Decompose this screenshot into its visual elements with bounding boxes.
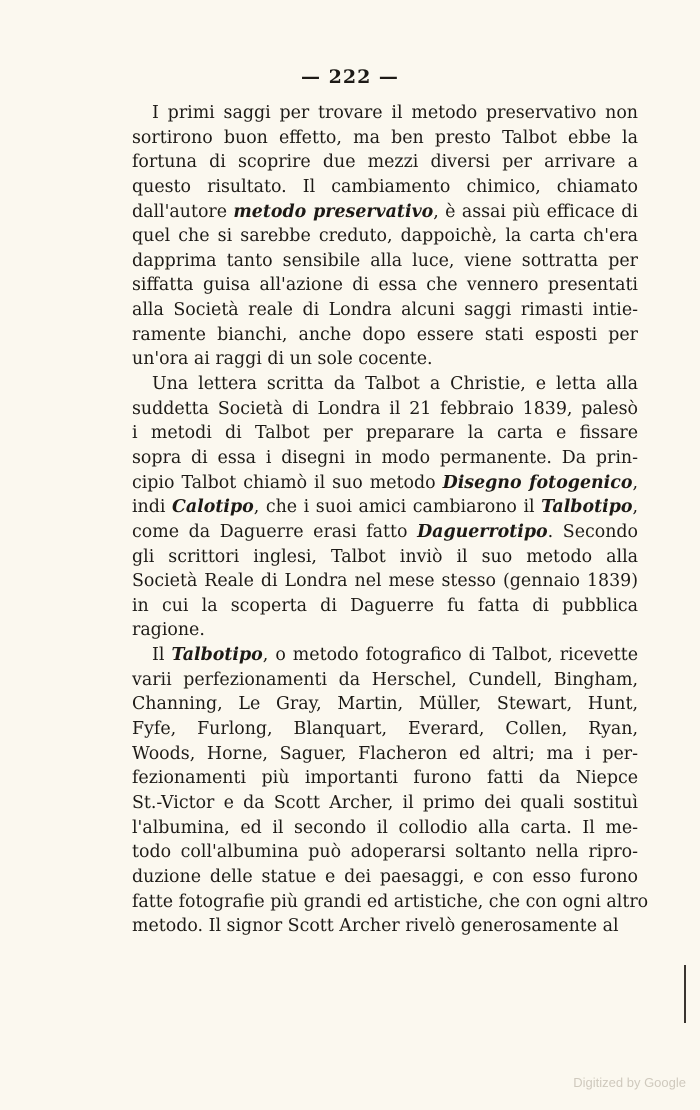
text-run: questo risultato. Il cambiamento chimico, chiamato (132, 176, 638, 197)
text-run: indi (132, 497, 173, 518)
text-run: fortuna di scoprire due mezzi diversi per arrivare a (132, 152, 638, 173)
paragraph (132, 101, 638, 372)
italic-term: metodo preservativo (233, 201, 434, 222)
text-line (132, 865, 638, 890)
text-run: alla Società reale di Londra alcuni saggi rimasti intie- (132, 300, 638, 321)
text-line (132, 520, 638, 545)
text-run: , o metodo fotografico di Talbot, ricevette (262, 645, 638, 666)
paragraph (132, 643, 649, 939)
text-line (132, 569, 638, 594)
text-line (132, 347, 638, 372)
page-number: — 222 — (301, 66, 399, 88)
text-line (132, 890, 649, 915)
text-run: suddetta Società di Londra il 21 febbraio 1839, palesò (132, 398, 638, 419)
text-line (132, 273, 638, 298)
text-line (132, 495, 638, 520)
text-line (132, 150, 638, 175)
text-run: Società Reale di Londra nel mese stesso (gennaio 1839) (132, 571, 638, 592)
text-run: sortirono buon effetto, ma ben presto Talbot ebbe la (132, 127, 638, 148)
text-line (132, 249, 638, 274)
text-run: metodo. Il signor Scott Archer rivelò generosamente al (132, 916, 619, 937)
text-line (132, 717, 638, 742)
text-line (132, 914, 638, 939)
text-run: un'ora ai raggi di un sole cocente. (132, 349, 433, 370)
text-run: duzione delle statue e dei paesaggi, e con esso furono (132, 866, 638, 887)
text-line (132, 692, 638, 717)
text-line (132, 397, 638, 422)
text-line (132, 471, 638, 496)
body-text (132, 101, 649, 939)
text-line (132, 175, 638, 200)
text-run: , (632, 472, 638, 493)
text-line (132, 766, 638, 791)
text-run: Fyfe, Furlong, Blanquart, Everard, Collen, Ryan, (132, 719, 638, 740)
text-run: quel che si sarebbe creduto, dappoichè, la carta ch'era (132, 226, 638, 247)
text-run: , che i suoi amici cambiarono il (253, 497, 542, 518)
margin-mark (684, 965, 686, 1023)
text-line (132, 594, 638, 619)
text-line (132, 545, 638, 570)
text-run: fezionamenti più importanti furono fatti da Niepce (132, 768, 638, 789)
text-run: i metodi di Talbot per preparare la carta e fissare (132, 423, 638, 444)
text-run: , è assai più efficace di (433, 201, 638, 222)
text-line (132, 446, 638, 471)
italic-term: Calotipo (172, 497, 254, 518)
text-line (132, 323, 638, 348)
text-line (132, 618, 638, 643)
text-run: siffatta guisa all'azione di essa che vennero presentati (132, 275, 638, 296)
text-run: sopra di essa i disegni in modo permanente. Da prin- (132, 447, 638, 468)
text-run: l'albumina, ed il secondo il collodio alla carta. Il me- (132, 817, 638, 838)
text-run: come da Daguerre erasi fatto (132, 521, 418, 542)
text-run: in cui la scoperta di Daguerre fu fatta di pubblica (132, 595, 638, 616)
italic-term: Daguerrotipo (417, 521, 548, 542)
text-run: Una lettera scritta da Talbot a Christie, e letta alla (152, 374, 638, 395)
paragraph (132, 372, 638, 643)
text-run: gli scrittori inglesi, Talbot inviò il suo metodo alla (132, 546, 638, 567)
text-line (132, 840, 638, 865)
text-run: varii perfezionamenti da Herschel, Cundell, Bingham, (132, 669, 638, 690)
text-run: ramente bianchi, anche dopo essere stati esposti per (132, 324, 638, 345)
text-line (132, 372, 638, 397)
watermark: Digitized by Google (573, 1075, 686, 1090)
text-line (132, 200, 638, 225)
text-line (132, 791, 638, 816)
text-line (132, 643, 638, 668)
italic-term: Talbotipo (541, 497, 633, 518)
text-line (132, 668, 638, 693)
text-run: ragione. (132, 620, 205, 641)
text-run: dall'autore (132, 201, 234, 222)
text-line (132, 224, 638, 249)
text-run: I primi saggi per trovare il metodo preservativo non (152, 103, 638, 123)
text-run: todo coll'albumina può adoperarsi soltanto nella ripro- (132, 842, 638, 863)
text-run: cipio Talbot chiamò il suo metodo (132, 472, 443, 493)
text-line (132, 421, 638, 446)
italic-term: Disegno fotogenico (442, 472, 633, 493)
text-run: Channing, Le Gray, Martin, Müller, Stewart, Hunt, (132, 694, 638, 715)
text-run: St.-Victor e da Scott Archer, il primo dei quali sostituì (132, 792, 638, 813)
text-run: . Secondo (547, 521, 638, 542)
text-line (132, 742, 638, 767)
text-line (132, 816, 638, 841)
text-line (132, 126, 638, 151)
text-run: Il (152, 645, 172, 666)
italic-term: Talbotipo (171, 645, 263, 666)
text-run: dapprima tanto sensibile alla luce, viene sottratta per (132, 250, 638, 271)
text-line (132, 298, 638, 323)
text-run: , (632, 497, 638, 518)
text-run: fatte fotografie più grandi ed artistiche, che con ogni altro (132, 891, 649, 912)
text-run: Woods, Horne, Saguer, Flacheron ed altri; ma i per- (132, 743, 638, 764)
text-line (132, 101, 638, 126)
